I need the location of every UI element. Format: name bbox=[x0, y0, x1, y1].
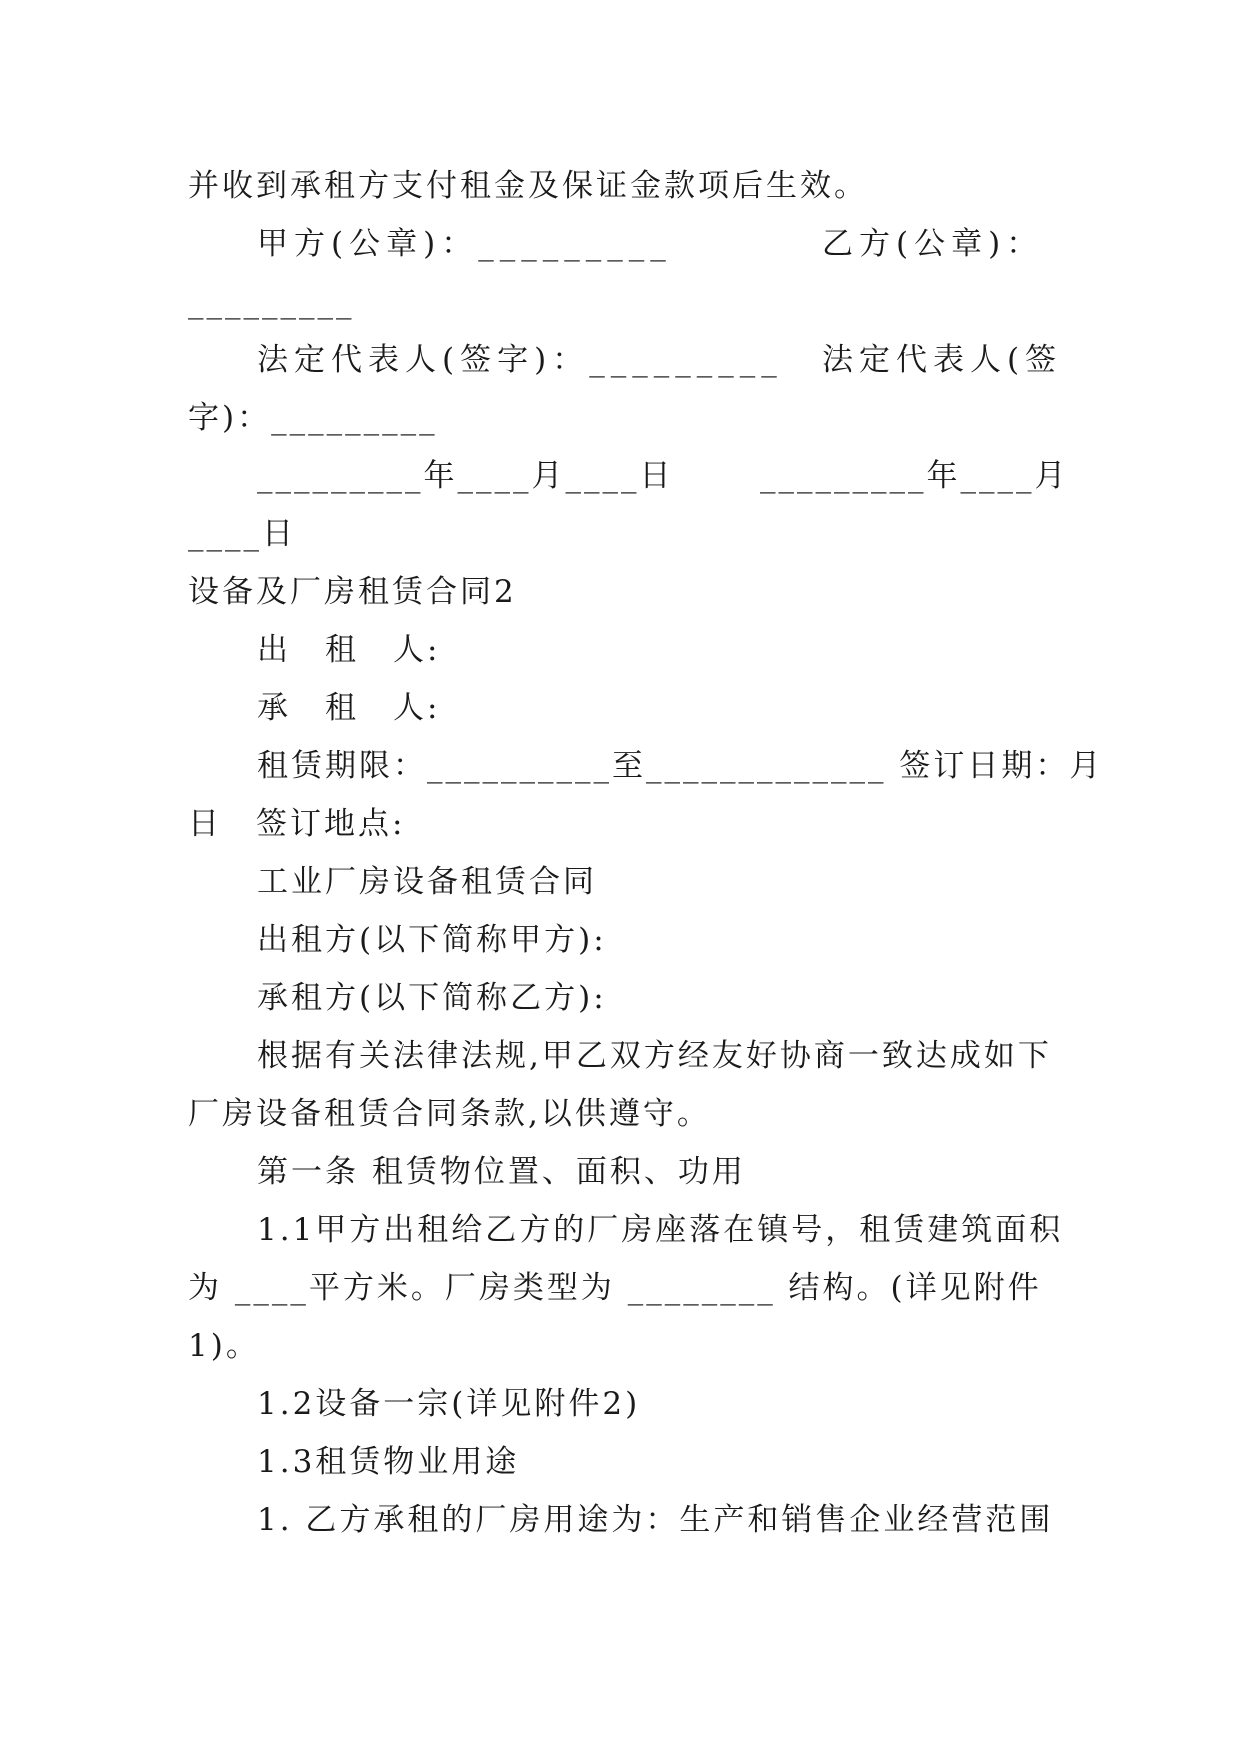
lessee-party-b-line: 承租方(以下简称乙方): bbox=[257, 980, 607, 1016]
clause-line: 为 ____平方米。厂房类型为 ________ 结构。(详见附件 bbox=[188, 1270, 1042, 1306]
contract-title: 工业厂房设备租赁合同 bbox=[257, 864, 597, 900]
clause-line: 1)。 bbox=[188, 1328, 260, 1364]
clause-line: 1.2设备一宗(详见附件2) bbox=[257, 1386, 641, 1422]
text-line: 字)：_________ bbox=[188, 400, 438, 436]
lessor-party-a-line: 出租方(以下简称甲方): bbox=[257, 922, 607, 958]
paragraph-line: 厂房设备租赁合同条款,以供遵守。 bbox=[188, 1096, 711, 1132]
date-party-b: _________年____月 bbox=[760, 458, 1069, 494]
lease-term-line: 租赁期限：__________至_____________ 签订日期：月 bbox=[257, 748, 1104, 784]
section-title: 设备及厂房租赁合同2 bbox=[188, 574, 517, 610]
signature-blank: _________ bbox=[188, 284, 355, 320]
lessee-line: 承 租 人: bbox=[257, 690, 441, 726]
signature-party-a-seal: 甲方(公章)：_________ bbox=[257, 226, 672, 262]
signing-place-line: 日 签订地点: bbox=[188, 806, 406, 842]
text-line: 并收到承租方支付租金及保证金款项后生效。 bbox=[188, 168, 868, 204]
paragraph-line: 根据有关法律法规,甲乙双方经友好协商一致达成如下 bbox=[257, 1038, 1052, 1074]
article-heading: 第一条 租赁物位置、面积、功用 bbox=[257, 1154, 746, 1190]
clause-line: 1. 乙方承租的厂房用途为：生产和销售企业经营范围 bbox=[257, 1502, 1054, 1538]
text-line: ____日 bbox=[188, 516, 296, 552]
signature-party-a-representative: 法定代表人(签字)：_________ bbox=[257, 342, 783, 378]
signature-party-b-seal: 乙方(公章)： bbox=[822, 226, 1044, 262]
date-party-a: _________年____月____日 bbox=[257, 458, 674, 494]
lessor-line: 出 租 人: bbox=[257, 632, 441, 668]
signature-party-b-representative: 法定代表人(签 bbox=[822, 342, 1063, 378]
clause-line: 1.1甲方出租给乙方的厂房座落在镇号，租赁建筑面积 bbox=[257, 1212, 1064, 1248]
clause-line: 1.3租赁物业用途 bbox=[257, 1444, 520, 1480]
